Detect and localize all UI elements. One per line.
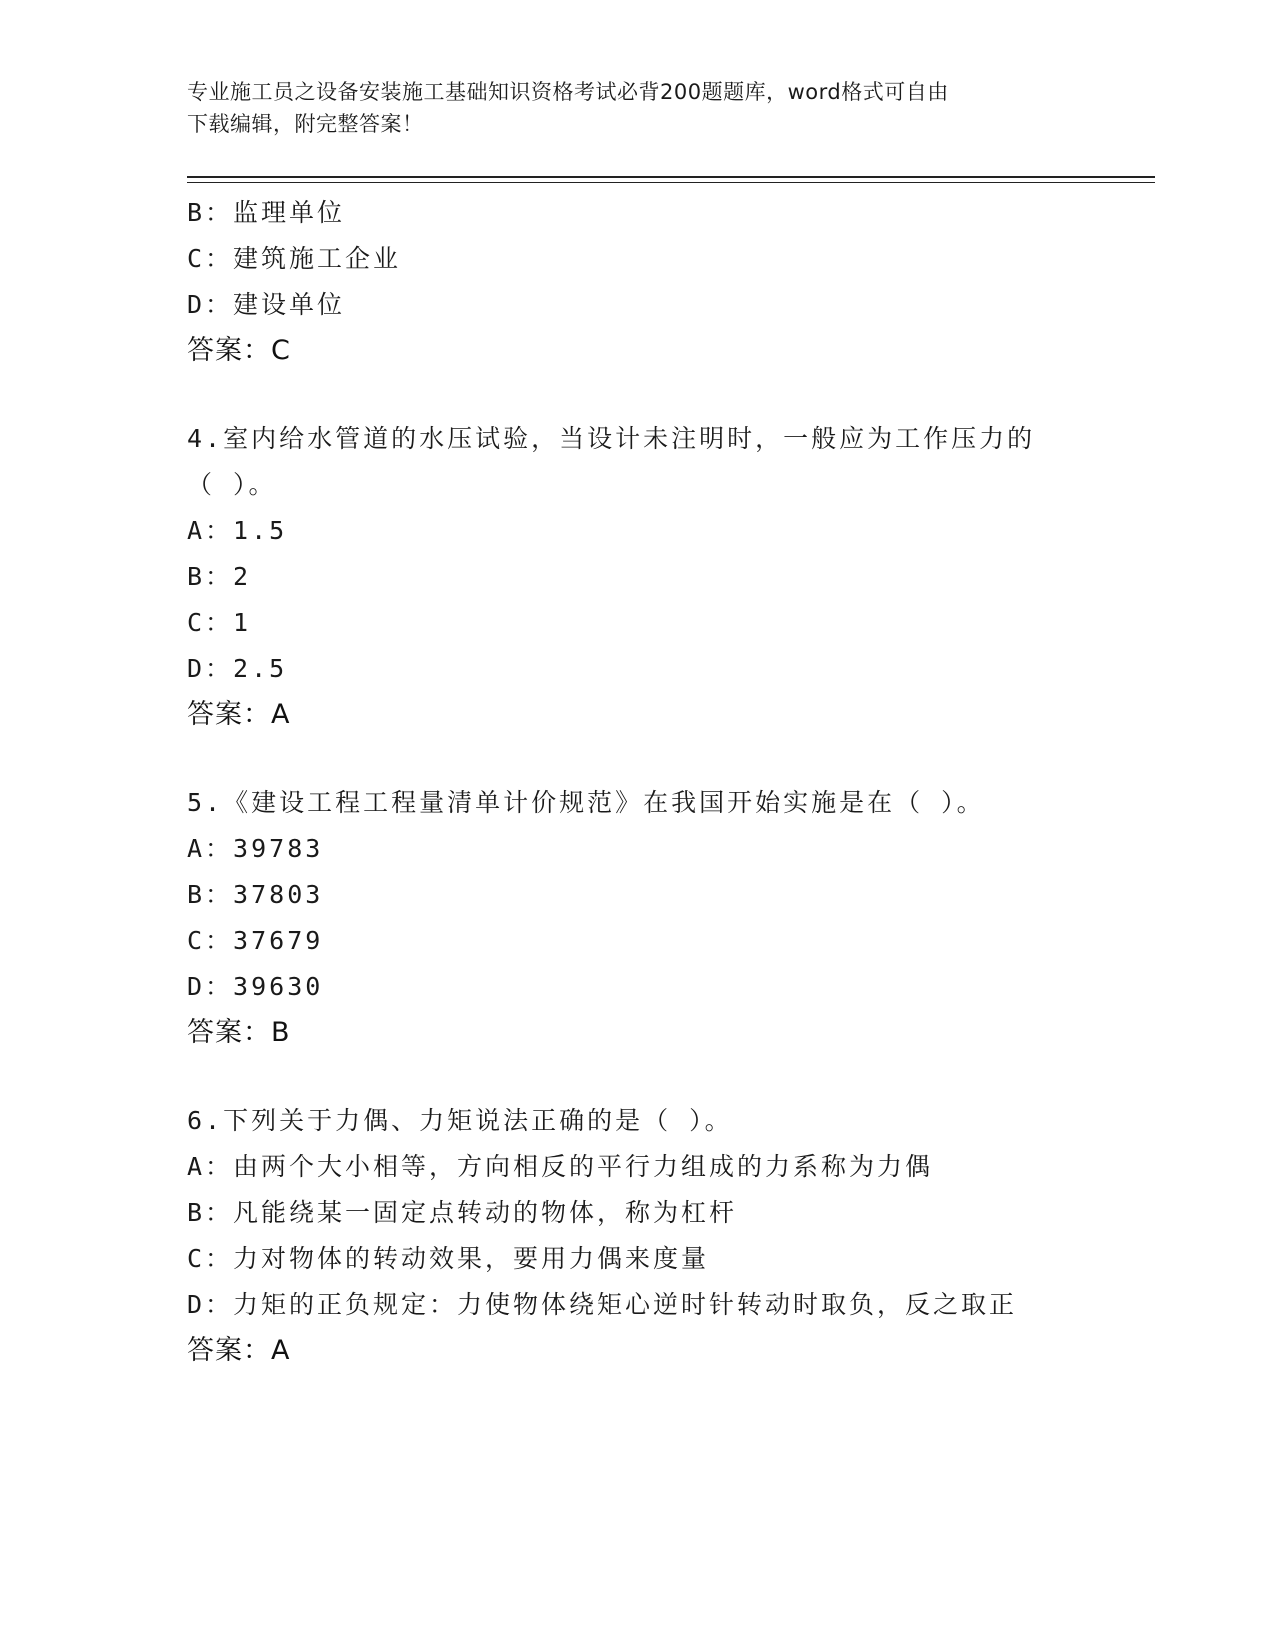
option-d: D：2.5 [187,654,288,683]
question-stem-continued: （ ）。 [187,470,277,499]
option-a: A：由两个大小相等，方向相反的平行力组成的力系称为力偶 [187,1152,934,1181]
question-stem: 5.《建设工程工程量清单计价规范》在我国开始实施是在（ ）。 [187,788,985,817]
option-b: B：凡能绕某一固定点转动的物体，称为杠杆 [187,1198,738,1227]
question-4 [187,416,1087,738]
option-b: B：2 [187,562,252,591]
header-title-line-1: 专业施工员之设备安装施工基础知识资格考试必背200题题库，word格式可自由 [187,80,949,104]
header-divider-thick [187,176,1155,178]
option-b: B：37803 [187,880,324,909]
answer-line: 答案：B [187,1017,291,1048]
header-title-line-2: 下载编辑，附完整答案！ [187,112,424,136]
answer-line: 答案：A [187,1335,291,1366]
option-d: D：力矩的正负规定：力使物体绕矩心逆时针转动时取负，反之取正 [187,1290,1018,1319]
document-header [187,76,1067,140]
option-c: C：建筑施工企业 [187,244,402,273]
spacer [187,374,1087,416]
question-stem: 6.下列关于力偶、力矩说法正确的是（ ）。 [187,1106,733,1135]
spacer [187,1056,1087,1098]
question-3-continued [187,190,1087,374]
answer-line: 答案：C [187,335,291,366]
question-list [187,190,1087,1374]
option-b: B：监理单位 [187,198,346,227]
option-a: A：39783 [187,834,324,863]
answer-line: 答案：A [187,699,291,730]
option-c: C：力对物体的转动效果，要用力偶来度量 [187,1244,710,1273]
option-a: A：1.5 [187,516,288,545]
question-5 [187,780,1087,1056]
question-stem: 4.室内给水管道的水压试验，当设计未注明时，一般应为工作压力的 [187,424,1036,453]
option-d: D：建设单位 [187,290,346,319]
option-c: C：1 [187,608,252,637]
question-6 [187,1098,1087,1374]
spacer [187,738,1087,780]
header-divider-thin [187,182,1155,183]
option-c: C：37679 [187,926,324,955]
option-d: D：39630 [187,972,324,1001]
